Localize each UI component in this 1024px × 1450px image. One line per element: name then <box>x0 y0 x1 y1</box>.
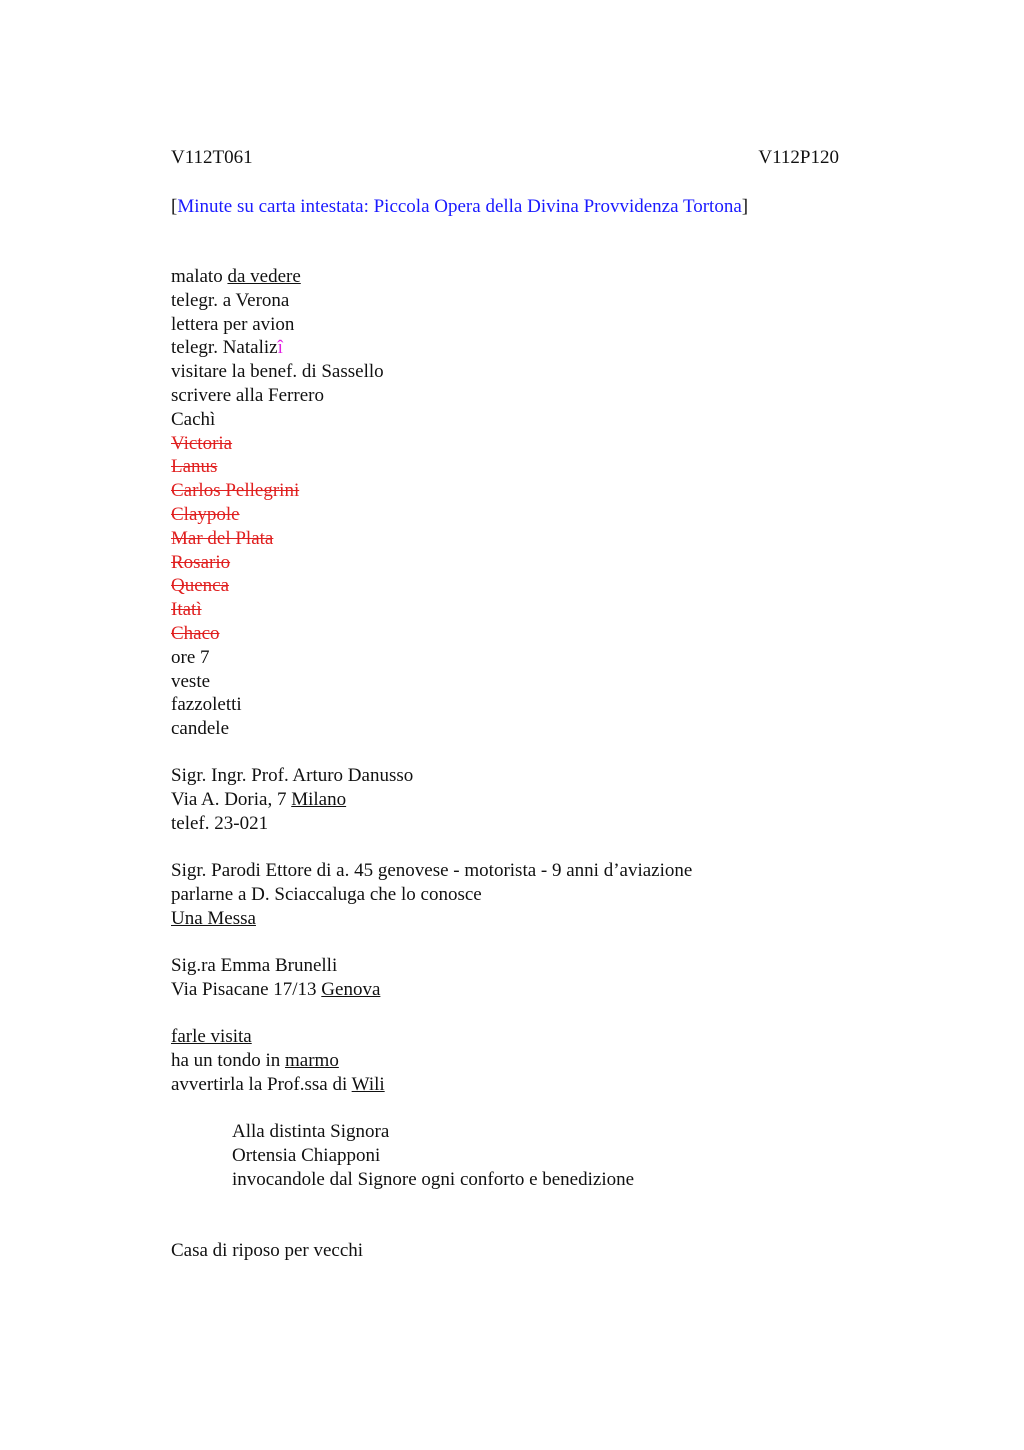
visit-note <box>171 1073 385 1097</box>
contact-danusso <box>171 764 413 835</box>
list-item-text: malato <box>171 266 228 287</box>
contact-note-underlined: Una Messa <box>171 907 256 929</box>
address-city: Milano <box>291 788 347 810</box>
list-item: ore 7 <box>171 646 210 668</box>
list-item: Cachì <box>171 408 216 430</box>
visit-note-underlined: Wili <box>351 1073 385 1095</box>
visit-note <box>171 1049 385 1073</box>
editorial-note <box>171 195 748 219</box>
dedication-line: invocandole dal Signore ogni conforto e benedizione <box>232 1168 635 1190</box>
note-open-bracket: [ <box>171 196 178 217</box>
list-item: veste <box>171 670 211 692</box>
list-item: candele <box>171 718 230 740</box>
list-item-text: telegr. Nataliz <box>171 337 278 359</box>
struck-item: Chaco <box>171 622 220 644</box>
struck-item: Rosario <box>171 551 231 573</box>
address-text: Via Pisacane 17/13 <box>171 978 322 1000</box>
contact-name: Sig.ra Emma Brunelli <box>171 955 338 976</box>
visit-note-text: avvertirla la Prof.ssa di <box>171 1073 352 1095</box>
footer-note <box>171 1239 363 1263</box>
address-text: Via A. Doria, 7 <box>171 788 292 810</box>
document-code-right: V112P120 <box>758 147 839 168</box>
todo-list <box>171 265 384 741</box>
note-close-bracket: ] <box>741 196 749 217</box>
contact-parodi <box>171 859 692 930</box>
uncertain-reading-mark: î <box>277 337 283 359</box>
visit-note-underlined: farle visita <box>171 1026 252 1047</box>
list-item: telegr. a Verona <box>171 289 290 311</box>
contact-address <box>171 788 413 812</box>
struck-item: Mar del Plata <box>171 527 274 549</box>
list-item <box>171 336 384 360</box>
struck-item: Carlos Pellegrini <box>171 480 300 502</box>
struck-item: Victoria <box>171 432 233 454</box>
contact-name: Sigr. Ingr. Prof. Arturo Danusso <box>171 765 414 786</box>
list-item: scrivere alla Ferrero <box>171 384 324 406</box>
contact-address <box>171 978 380 1002</box>
struck-item: Claypole <box>171 503 240 525</box>
dedication-line: Ortensia Chiapponi <box>232 1144 381 1166</box>
contact-description: Sigr. Parodi Ettore di a. 45 genovese - motorista - 9 anni d’aviazione <box>171 860 693 881</box>
contact-brunelli <box>171 954 380 1002</box>
contact-note: parlarne a D. Sciaccaluga che lo conosce <box>171 883 482 905</box>
dedication-line: Alla distinta Signora <box>232 1121 390 1142</box>
dedication <box>232 1120 634 1191</box>
note-text: Minute su carta intestata: Piccola Opera della Divina Provvidenza Tortona <box>177 196 742 217</box>
address-city: Genova <box>321 978 381 1000</box>
list-item-underlined: da vedere <box>227 266 301 287</box>
struck-item: Lanus <box>171 456 218 478</box>
visit-notes <box>171 1025 385 1096</box>
struck-item: Itatì <box>171 599 202 621</box>
list-item: fazzoletti <box>171 694 242 716</box>
visit-note-text: ha un tondo in <box>171 1049 285 1071</box>
contact-phone: telef. 23-021 <box>171 812 269 834</box>
footer-line: Casa di riposo per vecchi <box>171 1240 364 1261</box>
struck-item: Quenca <box>171 575 230 597</box>
list-item: lettera per avion <box>171 313 295 335</box>
visit-note-underlined: marmo <box>285 1049 339 1071</box>
list-item <box>171 265 384 289</box>
document-code-left: V112T061 <box>171 147 253 168</box>
list-item: visitare la benef. di Sassello <box>171 361 384 383</box>
